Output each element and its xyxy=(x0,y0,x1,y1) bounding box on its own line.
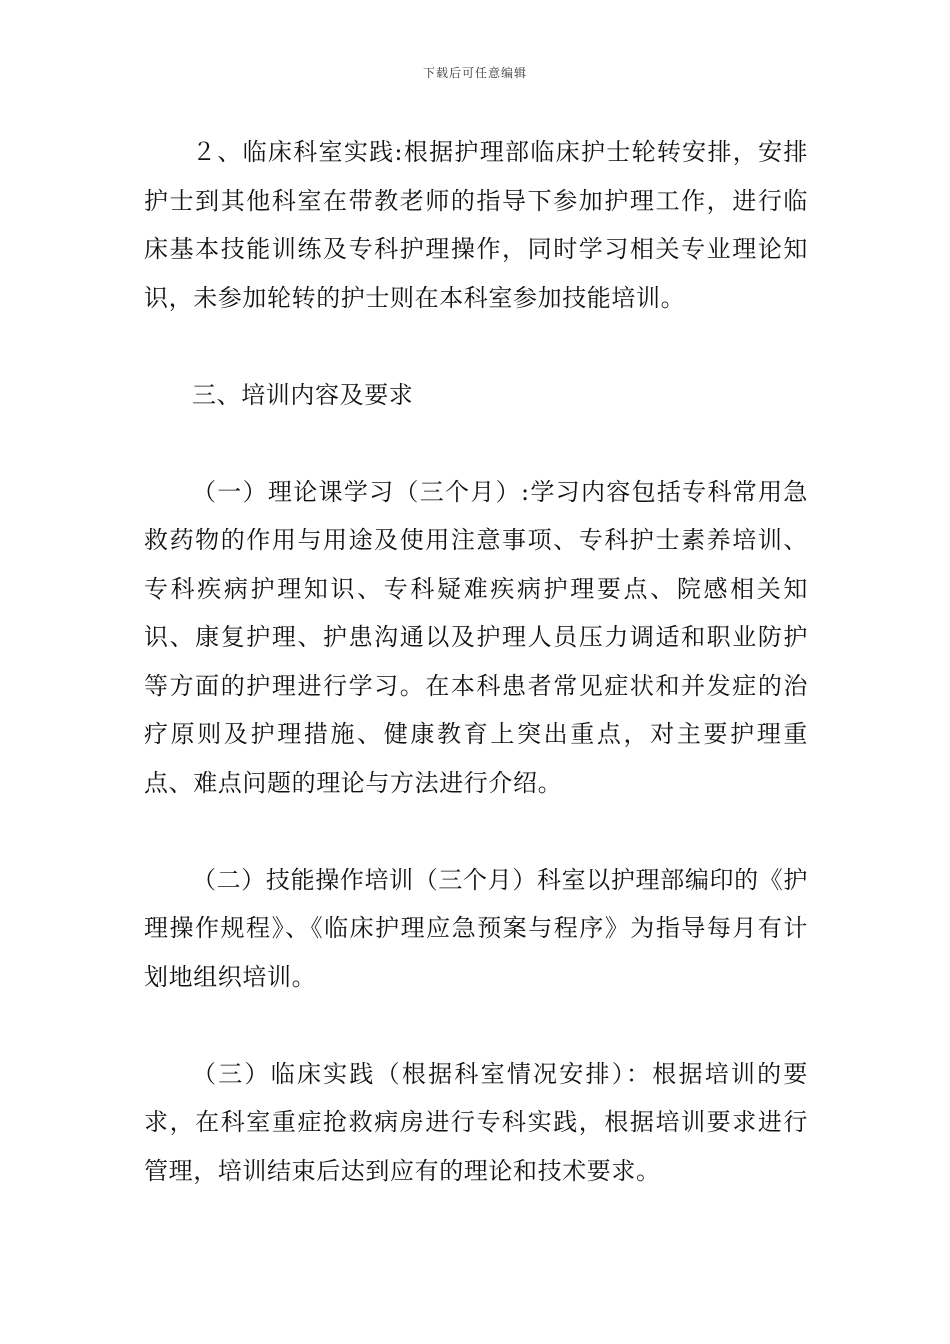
paragraph-gap xyxy=(144,419,808,468)
page-header: 下载后可任意编辑 xyxy=(422,66,527,80)
section-heading: 三、培训内容及要求 xyxy=(192,380,414,409)
paragraph-gap xyxy=(144,322,808,371)
paragraph-gap xyxy=(144,807,808,856)
paragraph-clinical-rotation: （三）临床实践（根据科室情况安排）：根据培训的要求，在科室重症抢救病房进行专科实践，根据培训要求进行管理，培训结束后达到应有的理论和技术要求。 xyxy=(144,1059,808,1185)
document-body xyxy=(144,128,808,1195)
paragraph-skills-training: （二）技能操作培训（三个月）科室以护理部编印的《护理操作规程》、《临床护理应急预案与程序》为指导每月有计划地组织培训。 xyxy=(144,865,808,991)
paragraph-theory-study: （一）理论课学习（三个月）:学习内容包括专科常用急救药物的作用与用途及使用注意事项、专科护士素养培训、专科疾病护理知识、专科疑难疾病护理要点、院感相关知识、康复护理、护患沟通以及护理人员压力调适和职业防护等方面的护理进行学习。在本科患者常见症状和并发症的治疗原则及护理措施、健康教育上突出重点，对主要护理重点、难点问题的理论与方法进行介绍。 xyxy=(144,477,808,797)
paragraph-clinical-practice: ２、临床科室实践:根据护理部临床护士轮转安排，安排护士到其他科室在带教老师的指导下参加护理工作，进行临床基本技能训练及专科护理操作，同时学习相关专业理论知识，未参加轮转的护士则在本科室参加技能培训。 xyxy=(144,138,808,312)
paragraph-gap xyxy=(144,1001,808,1050)
